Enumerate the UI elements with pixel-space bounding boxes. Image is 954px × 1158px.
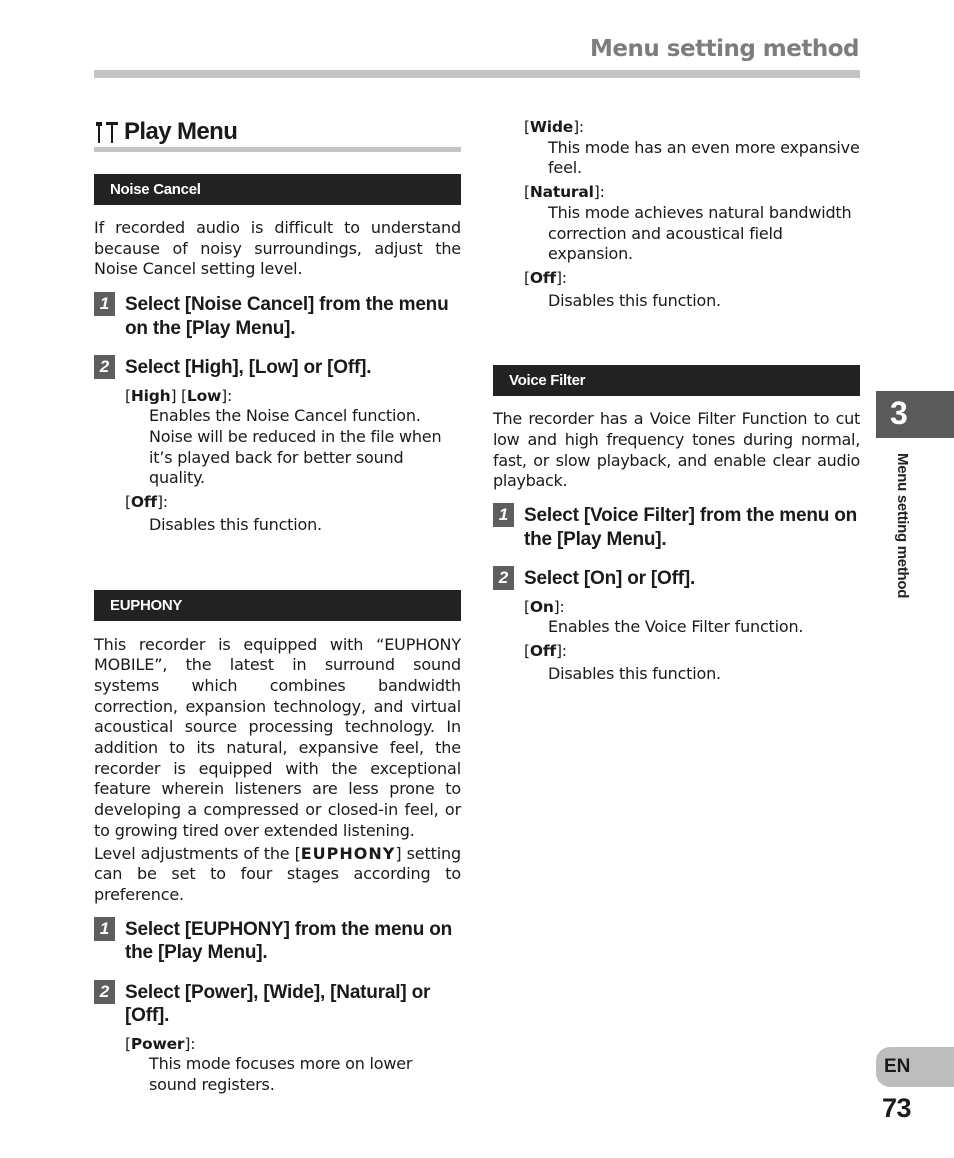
option-label-off: [Off]: [524,642,567,661]
option-desc-off: Disables this function. [548,290,721,310]
noise-cancel-intro: If recorded audio is difficult to understand because of noisy surroundings, adjust the Noise Cancel setting level. [94,218,461,279]
euphony-step-2 [94,981,461,1028]
play-menu-icon [94,119,120,145]
step-text: Select [Voice Filter] from the menu on the [Play Menu]. [524,505,858,550]
step-number: 1 [94,292,115,316]
voice-filter-intro: The recorder has a Voice Filter Function to cut low and high frequency tones during normal, fast, or slow playback, and enable clear audio playback. [493,409,860,491]
option-label-high-low: [High] [Low]: [125,386,233,405]
option-label-natural: [Natural]: [524,183,605,202]
chapter-tab [876,391,954,438]
language-label: EN [884,1056,911,1077]
option-label-off: [Off]: [125,493,168,512]
noise-step-2 [94,356,461,380]
step-number: 2 [493,566,514,590]
step-number: 1 [493,503,514,527]
step-text: Select [High], [Low] or [Off]. [125,357,372,379]
voice-filter-heading: Voice Filter [493,365,860,396]
option-desc-on: Enables the Voice Filter function. [548,617,804,637]
step-number: 2 [94,355,115,379]
step-text: Select [Noise Cancel] from the menu on the [Play Menu]. [125,294,449,339]
option-desc-power: This mode focuses more on lower sound registers. [149,1054,413,1095]
option-label-power: [Power]: [125,1034,196,1053]
header-rule [94,70,860,78]
option-label-off: [Off]: [524,268,567,287]
option-desc-wide: This mode has an even more expansive feel. [548,137,860,178]
noise-step-1 [94,293,461,340]
left-column [94,117,461,1096]
language-tab [876,1047,954,1087]
voice-step-2 [493,567,860,591]
euphony-intro: This recorder is equipped with “EUPHONY MOBILE”, the latest in surround sound systems which combines bandwidth correction, expansion technology, and virtual acoustical source processing technology. In addition to its natural, expansive feel, the recorder is equipped with the exceptional feature wherein listeners are less prone to developing a compressed or closed-in feel, or to growing tired over extended listening. [94,634,461,840]
option-desc-off: Disables this function. [548,663,721,683]
euphony-level-text: Level adjustments of the [EUPHONY] setting can be set to four stages according to preference. [94,843,462,904]
step-text: Select [Power], [Wide], [Natural] or [Off]. [125,981,431,1027]
euphony-step-1 [94,918,461,965]
step-number: 1 [94,917,115,941]
step-number: 2 [94,980,115,1004]
section-title-text: Play Menu [124,118,238,145]
voice-step-1 [493,504,860,551]
noise-cancel-heading: Noise Cancel [94,174,461,205]
option-label-wide: [Wide]: [524,118,584,136]
chapter-number: 3 [890,395,908,431]
euphony-heading: EUPHONY [94,590,461,621]
option-desc-off: Disables this function. [149,514,322,534]
option-desc-natural: This mode achieves natural bandwidth correction and acoustical field expansion. [548,202,852,264]
section-rule [94,147,461,152]
section-title [94,117,461,147]
chapter-label: Menu setting method [894,453,911,599]
page-number: 73 [882,1093,912,1123]
step-text: Select [On] or [Off]. [524,568,696,590]
option-desc-high-low: Enables the Noise Cancel function. Noise will be reduced in the file when it’s played back for better sound quality. [149,406,442,488]
page-header-title: Menu setting method [590,36,859,62]
step-text: Select [EUPHONY] from the menu on the [Play Menu]. [125,918,453,964]
right-column [493,117,860,684]
option-label-on: [On]: [524,597,565,616]
